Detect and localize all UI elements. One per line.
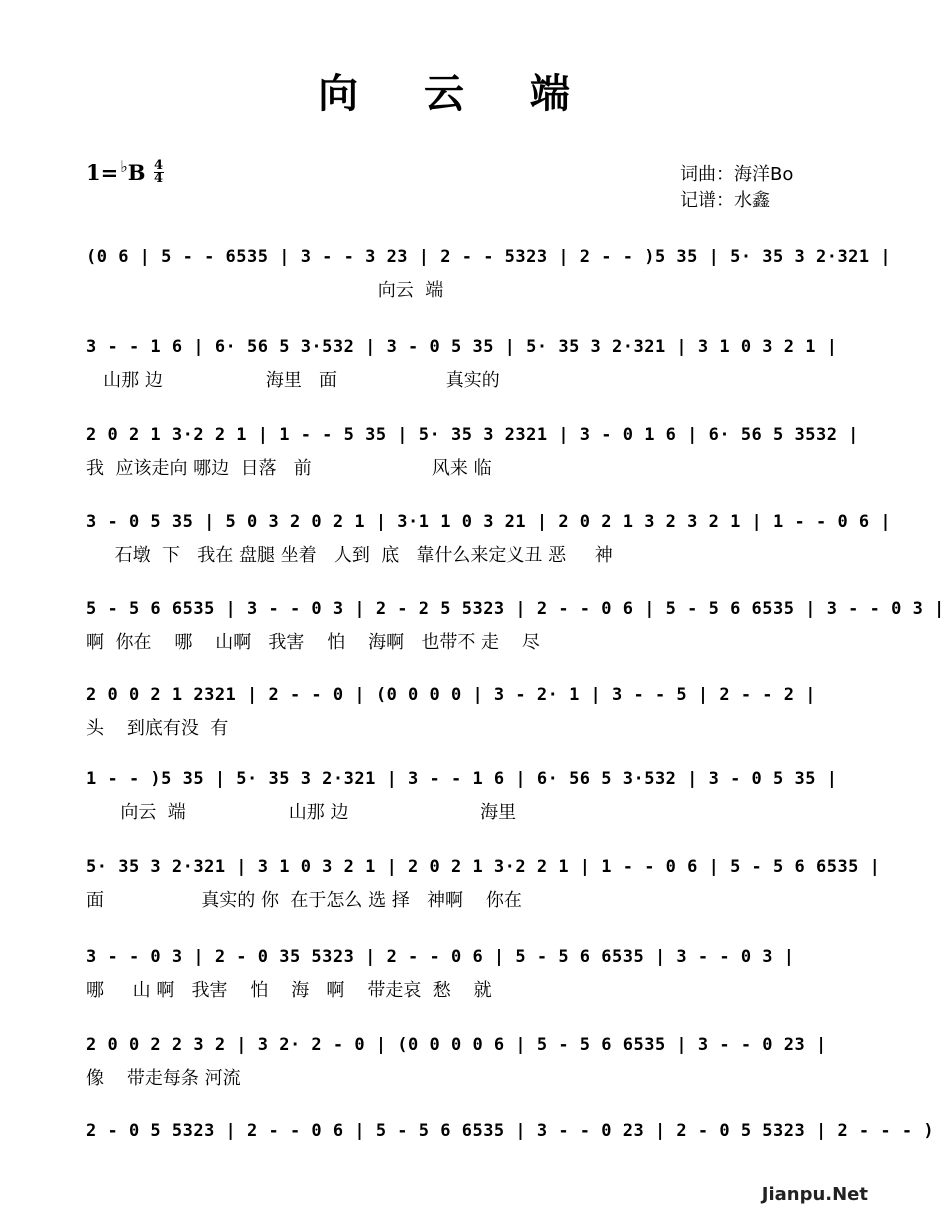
time-bottom: 4 bbox=[153, 171, 164, 186]
notation-row bbox=[86, 418, 859, 452]
lyric-line: 我 应该走向 哪边 日落 前 风来 临 bbox=[86, 458, 492, 479]
lyric-line: 向云 端 bbox=[86, 280, 444, 301]
notation-text: 1 - - )5 35 | 5· 35 3 2·321 | 3 - - 1 6 | 6· 56 5 3·532 | 3 - 0 5 35 | bbox=[86, 769, 838, 789]
lyric-line: 像 带走每条 河流 bbox=[86, 1068, 241, 1089]
lyric-line: 哪 山 啊 我害 怕 海 啊 带走哀 愁 就 bbox=[86, 980, 492, 1001]
watermark: Jianpu.Net bbox=[761, 1184, 868, 1205]
notation-row bbox=[86, 505, 892, 539]
page-title: 向 云 端 bbox=[318, 71, 596, 117]
lyric-line: 山那 边 海里 面 真实的 bbox=[86, 370, 500, 391]
credit-lyrics-music: 词曲：海洋Bo bbox=[680, 164, 794, 185]
notation-text: 3 - 0 5 35 | 5 0 3 2 0 2 1 | 3·1 1 0 3 21 | 2 0 2 1 3 2 3 2 1 | 1 - - 0 6 | bbox=[86, 512, 892, 532]
lyric-line: 啊 你在 哪 山啊 我害 怕 海啊 也带不 走 尽 bbox=[86, 632, 540, 653]
notation-row bbox=[86, 1114, 935, 1148]
lyric-line: 石墩 下 我在 盘腿 坐着 人到 底 靠什么来定义丑 恶 神 bbox=[86, 545, 613, 566]
flat-symbol: ♭ bbox=[120, 157, 128, 176]
notation-text: (0 6 | 5 - - 6535 | 3 - - 3 23 | 2 - - 5323 | 2 - - )5 35 | 5· 35 3 2·321 | bbox=[86, 247, 892, 267]
key-signature bbox=[86, 157, 164, 186]
notation-text: 5 - 5 6 6535 | 3 - - 0 3 | 2 - 2 5 5323 | 2 - - 0 6 | 5 - 5 6 6535 | 3 - - 0 3 | bbox=[86, 599, 945, 619]
notation-row bbox=[86, 1028, 827, 1062]
credit-notation: 记谱：水鑫 bbox=[680, 190, 770, 211]
notation-text: 3 - - 0 3 | 2 - 0 35 5323 | 2 - - 0 6 | 5 - 5 6 6535 | 3 - - 0 3 | bbox=[86, 947, 795, 967]
notation-text: 5· 35 3 2·321 | 3 1 0 3 2 1 | 2 0 2 1 3·2 2 1 | 1 - - 0 6 | 5 - 5 6 6535 | bbox=[86, 857, 881, 877]
time-top: 4 bbox=[153, 158, 164, 173]
notation-text: 2 0 0 2 1 2321 | 2 - - 0 | (0 0 0 0 | 3 - 2· 1 | 3 - - 5 | 2 - - 2 | bbox=[86, 685, 816, 705]
notation-text: 3 - - 1 6 | 6· 56 5 3·532 | 3 - 0 5 35 | 5· 35 3 2·321 | 3 1 0 3 2 1 | bbox=[86, 337, 838, 357]
time-signature bbox=[154, 160, 164, 185]
notation-row bbox=[86, 240, 892, 274]
key-main: 1= bbox=[86, 160, 119, 185]
notation-row bbox=[86, 850, 881, 884]
notation-row bbox=[86, 592, 945, 626]
notation-text: 2 0 0 2 2 3 2 | 3 2· 2 - 0 | (0 0 0 0 6 | 5 - 5 6 6535 | 3 - - 0 23 | bbox=[86, 1035, 827, 1055]
notation-row bbox=[86, 940, 806, 974]
lyric-line: 面 真实的 你 在于怎么 选 择 神啊 你在 bbox=[86, 890, 522, 911]
notation-row bbox=[86, 330, 838, 364]
lyric-line: 头 到底有没 有 bbox=[86, 718, 229, 739]
key-note: B bbox=[127, 160, 146, 185]
lyric-line: 向云 端 山那 边 海里 bbox=[86, 802, 517, 823]
notation-text: 2 - 0 5 5323 | 2 - - 0 6 | 5 - 5 6 6535 | 3 - - 0 23 | 2 - 0 5 5323 | 2 - - - ) bbox=[86, 1121, 935, 1141]
notation-text: 2 0 2 1 3·2 2 1 | 1 - - 5 35 | 5· 35 3 2321 | 3 - 0 1 6 | 6· 56 5 3532 | bbox=[86, 425, 859, 445]
notation-row bbox=[86, 678, 816, 712]
notation-row bbox=[86, 762, 838, 796]
